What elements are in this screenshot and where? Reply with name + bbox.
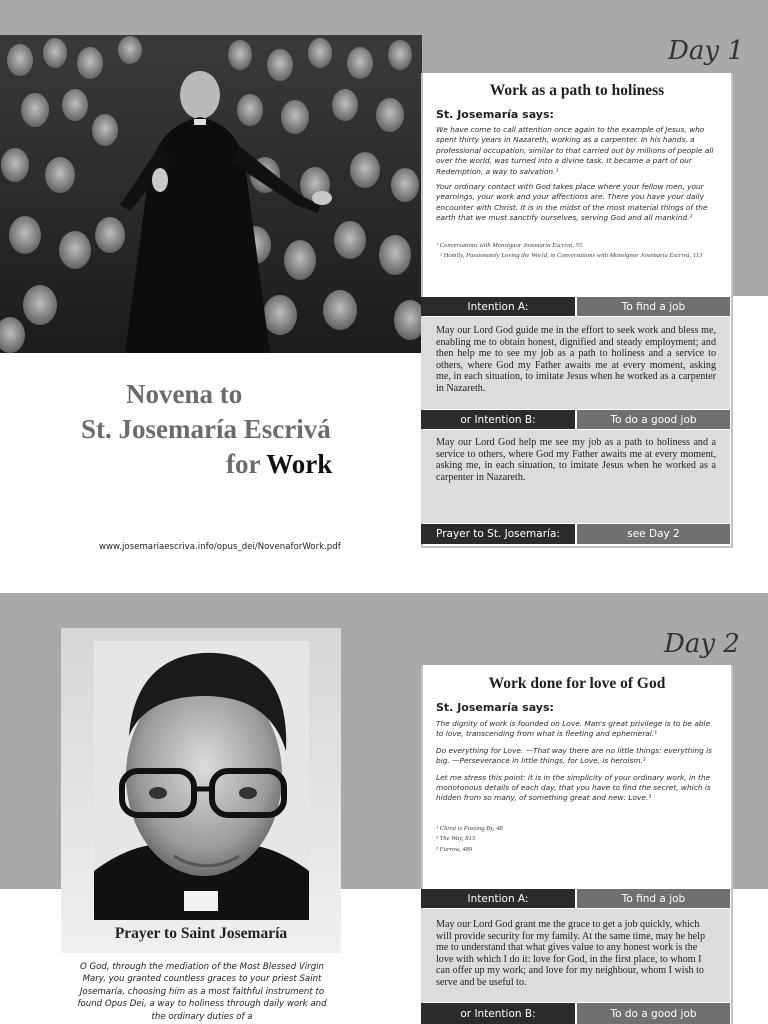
day2-intention-a-label: Intention A: [421,889,575,908]
day1-intention-b-label: or Intention B: [421,410,575,429]
day1-footnote-1: ¹ Conversations with Monsignor Josemaría Escrivá, 55 [436,241,583,249]
cover-line-1: Novena to [126,379,243,409]
day1-prayer-label: Prayer to St. Josemaría: [421,524,575,544]
prayer-text: O God, through the mediation of the Most Blessed Virgin Mary, you granted countless graces to your priest Saint Josemaría, choosing him as a most faithful instrument to found Opus Dei, a way to holiness through daily work and the ordinary duties of a [77,962,327,1022]
cover-line-3-for: for [226,449,267,479]
day1-intention-a-bar [421,297,730,316]
crowd-photo-image [0,35,422,353]
day1-title: Work as a path to holiness [489,82,665,99]
cover-url[interactable]: www.josemariaescriva.info/opus_dei/NovenaforWork.pdf [99,542,341,552]
day1-intention-a-topic: To find a job [577,297,730,316]
day1-prayer-ref: see Day 2 [577,524,730,544]
portrait-photo [94,641,309,920]
day2-intention-a-bar [421,889,730,908]
day1-intention-a-label: Intention A: [421,297,575,316]
day1-quote-2: Your ordinary contact with God takes place where your fellow men, your yearnings, your work and your affections are. There you have your daily encounter with Christ. It is in the midst of the most material things of the earth that we must sanctify ourselves, serving God and all mankind.² [436,182,708,223]
day2-title: Work done for love of God [488,675,666,692]
day2-intention-a-topic: To find a job [577,889,730,908]
day1-intention-a-text: May our Lord God guide me in the effort to seek work and bless me, enabling me to obtain honest, dignified and steady employment; and then help me to see my job as a path to holiness and a service to others, where God my Father awaits me at every moment, asking me, in each situation, to imitate Jesus when he worked as a carpenter in Nazareth. [421,317,730,409]
cover-line-3 [226,449,332,480]
day2-footnote-3: ³ Furrow, 489 [436,846,473,854]
day1-prayer-bar [421,524,730,544]
day2-quote-3: Let me stress this point: it is in the simplicity of your ordinary work, in the monotonous details of each day, that you have to find the secret, which is hidden from so many, of something great and new: Love.³ [436,772,711,803]
day2-footnote-2: ² The Way, 813 [436,835,476,843]
day1-says-label: St. Josemaría says: [436,108,554,121]
cover-line-3-work: Work [266,449,333,479]
day2-intention-b-label: or Intention B: [421,1003,575,1024]
day1-quote-1: We have come to call attention once again to the example of Jesus, who spent thirty years in Nazareth, working as a carpenter. In his hands, a professional occupation, similar to that carried out by millions of people all over the world, was turned into a divine task. It became a part of our Redemption, a way to salvation.¹ [436,125,714,176]
day1-intention-b-bar [421,410,730,429]
day1-intention-b-topic: To do a good job [577,410,730,429]
portrait-photo-image [94,641,309,920]
cover-line-2: St. Josemaría Escrivá [81,414,331,444]
crowd-photo [0,35,422,353]
top-white-strip [0,0,768,35]
day2-quote-2: Do everything for Love. —That way there are no little things: everything is big. —Perseverance in little things, for Love, is heroism.² [436,745,713,766]
prayer-title: Prayer to Saint Josemaría [114,925,288,942]
day2-intention-b-topic: To do a good job [577,1003,730,1024]
day2-says-label: St. Josemaría says: [436,701,554,714]
day1-footnote-2: ² Homily, Passionately Loving the World, in Conversations with Monsignor Josemaría Escrivá, 113 [440,252,703,260]
day1-intention-b-text: May our Lord God help me see my job as a path to holiness and a service to others, where God my Father awaits me at every moment, asking me, in each situation, to imitate Jesus when he worked as a carpenter in Nazareth. [421,430,730,523]
day2-label: Day 2 [664,629,740,659]
day1-label: Day 1 [668,36,744,66]
day2-quote-1: The dignity of work is founded on Love. Man's great privilege is to be able to love, transcending from what is fleeting and ephemeral.¹ [436,719,711,739]
day2-intention-b-bar [421,1003,730,1024]
day2-footnote-1: ¹ Christ is Passing By, 48 [436,824,503,832]
day2-intention-a-text: May our Lord God grant me the grace to get a job quickly, which will provide security for my family. At the same time, may he help me to understand that what gives value to any honest work is the love with which I do it: love for God, in the first place, to whom I can offer up my work; and love for my neighbour, whom I wish to serve and be useful to. [421,909,730,1002]
